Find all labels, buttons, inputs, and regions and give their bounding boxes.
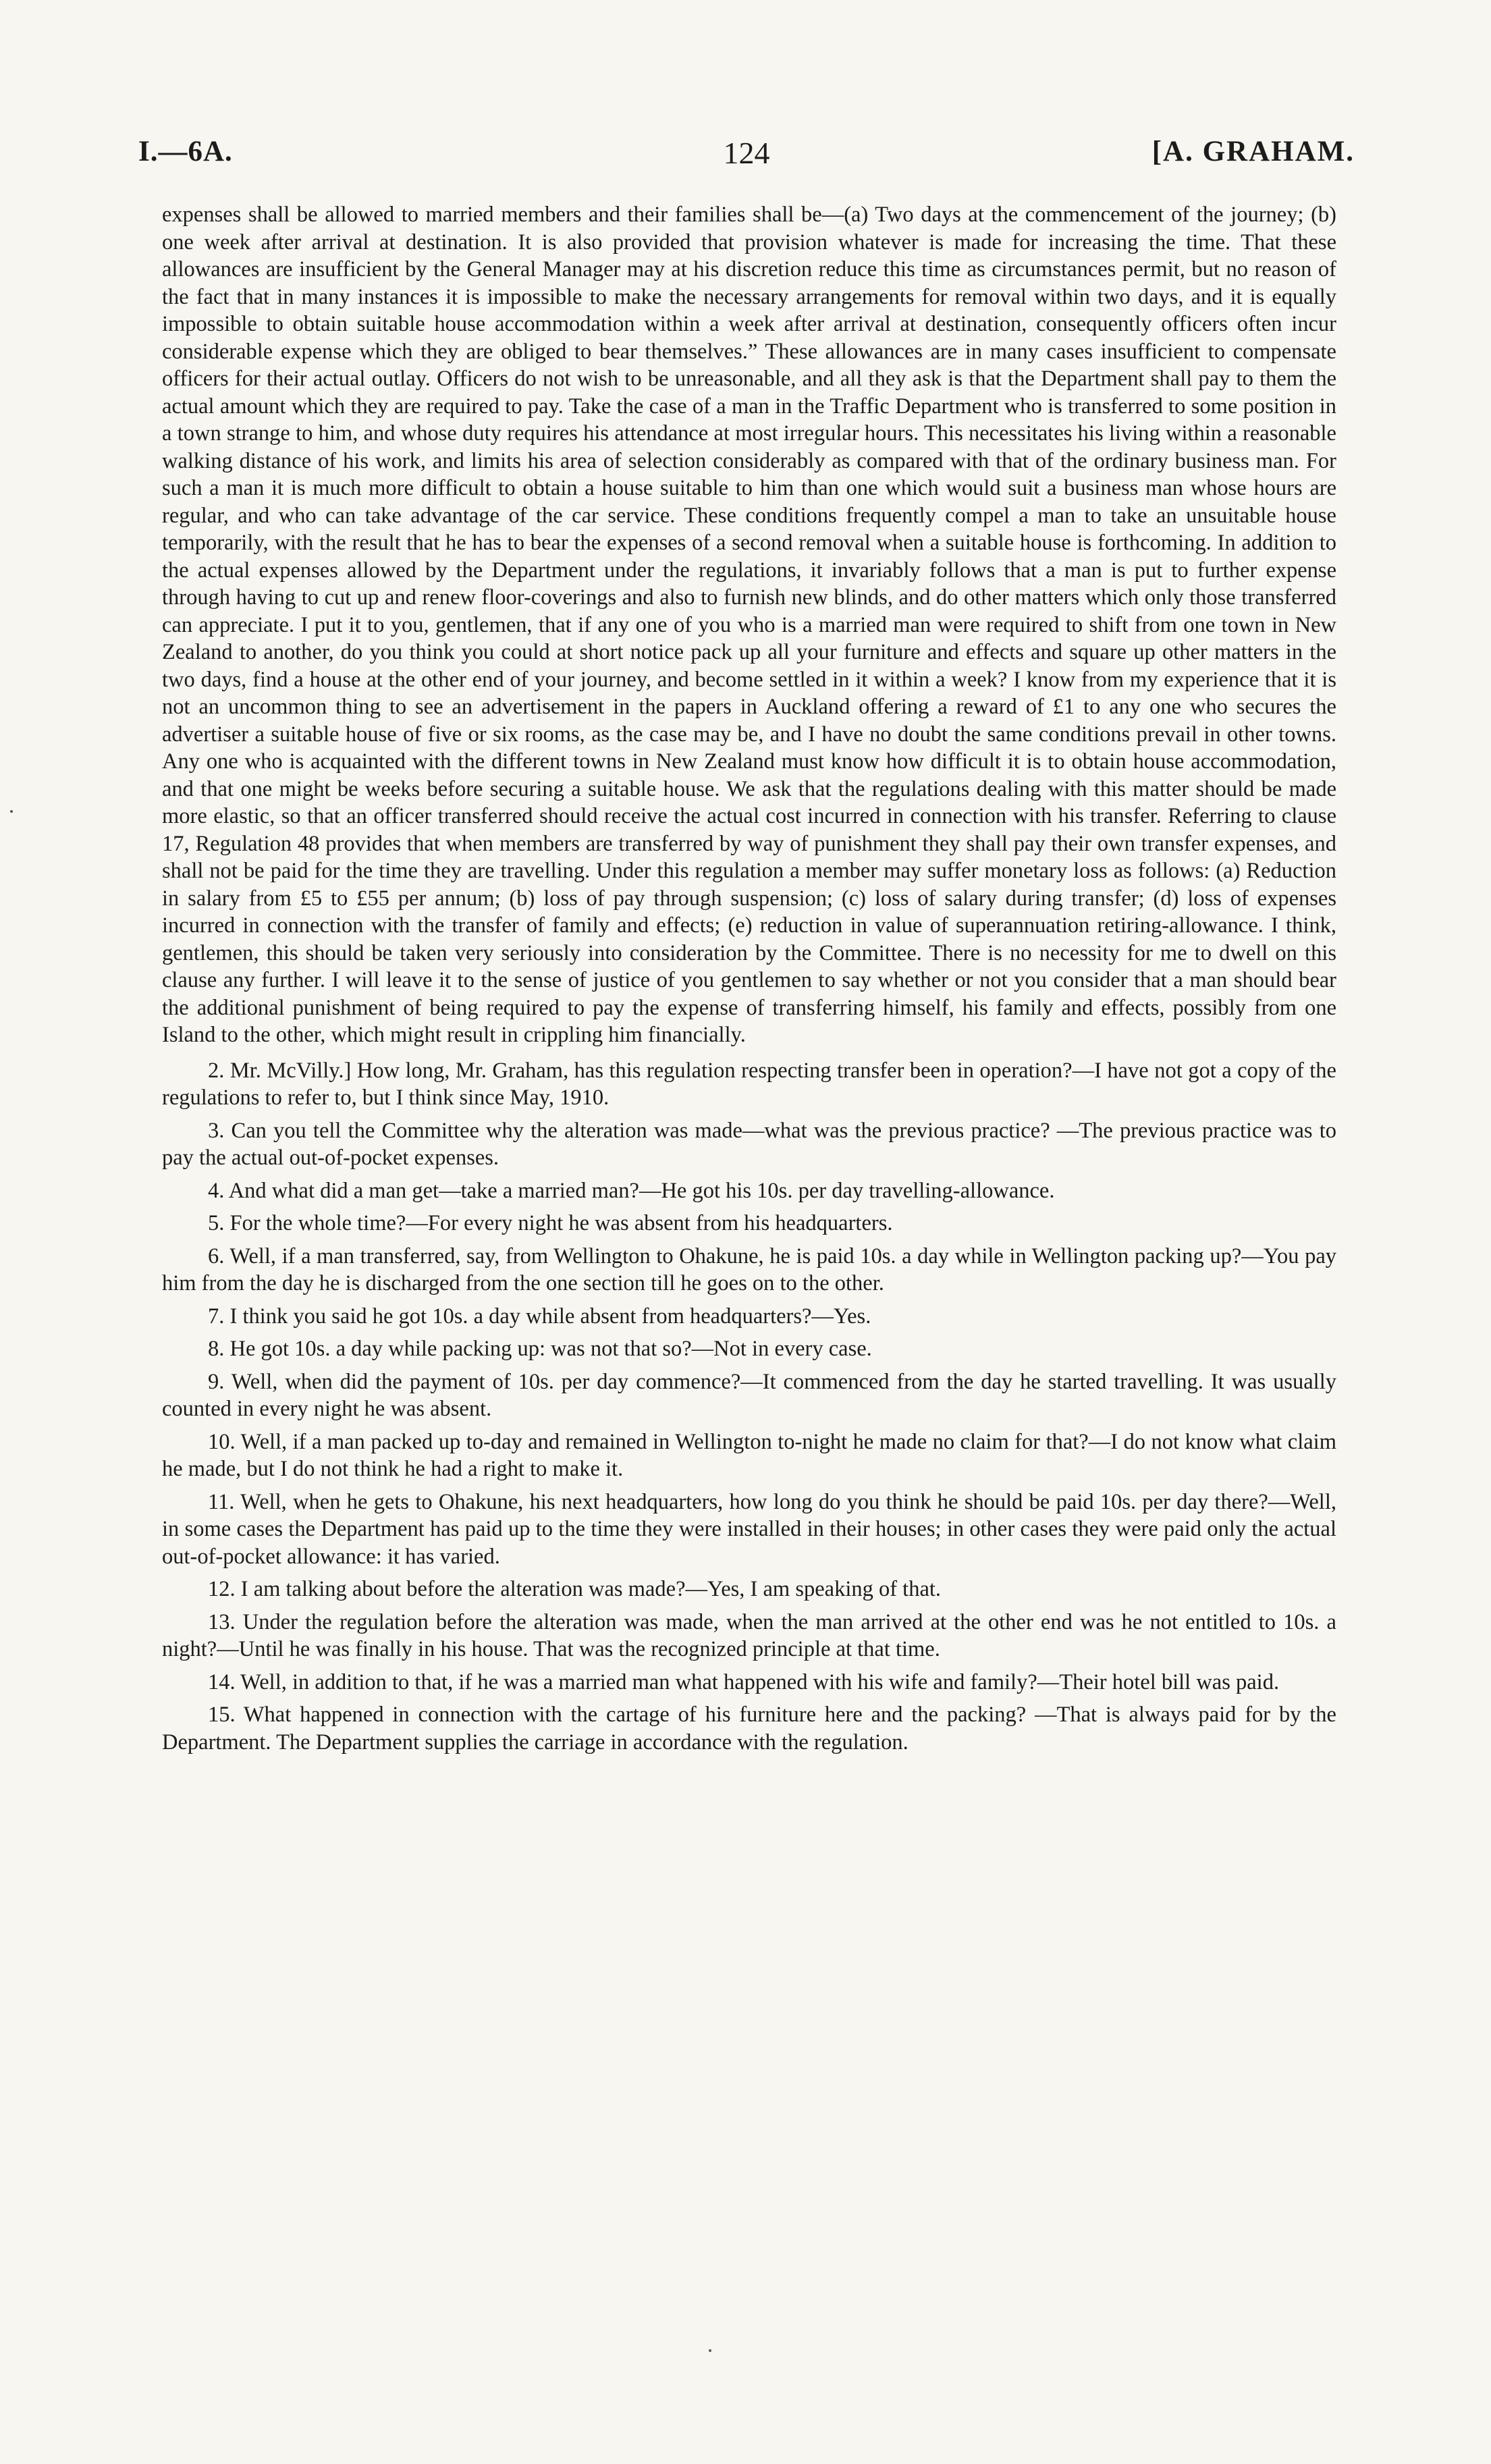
question-answer-8: 8. He got 10s. a day while packing up: was not that so?—Not in every case.: [208, 1337, 872, 1361]
question-answer-11: 11. Well, when he gets to Ohakune, his next headquarters, how long do you think he should be paid 10s. per day there?—Well, in some cases the Department has paid up to the time they were installed in their houses; in other cases they were paid only the actual out-of-pocket allowance: it has varied.: [162, 1489, 1336, 1569]
question-answer-4: 4. And what did a man get—take a married man?—He got his 10s. per day travelling-allowance.: [208, 1178, 1055, 1203]
testimony-paragraph: expenses shall be allowed to married members and their families shall be—(a) Two days at the commencement of the journey; (b) one week after arrival at destination. It is also provided that provision whatever is made for increasing the time. That these allowances are insufficient by the General Manager may at his discretion reduce this time as circumstances permit, but no reason of the fact that in many instances it is impossible to make the necessary arrangements for removal within two days, and it is equally impossible to obtain suitable house accommodation within a week after arrival at destination, consequently officers often incur considerable expense which they are obliged to bear themselves.” These allowances are in many cases insufficient to compensate officers for their actual outlay. Officers do not wish to be unreasonable, and all they ask is that the Department shall pay to them the actual amount which they are required to pay. Take the case of a man in the Traffic Department who is transferred to some position in a town strange to him, and whose duty requires his attendance at most irregular hours. This necessitates his living within a reasonable walking distance of his work, and limits his area of selection considerably as compared with that of the ordinary business man. For such a man it is much more difficult to obtain a house suitable to him than one which would suit a business man whose hours are regular, and who can take advantage of the car service. These conditions frequently compel a man to take an unsuitable house temporarily, with the result that he has to bear the expenses of a second removal when a suitable house is forthcoming. In addition to the actual expenses allowed by the Department under the regulations, it invariably follows that a man is put to further expense through having to cut up and renew floor-coverings and also to furnish new blinds, and do other matters which only those transferred can appreciate. I put it to you, gentlemen, that if any one of you who is a married man were required to shift from one town in New Zealand to another, do you think you could at short notice pack up all your furniture and effects and square up other matters in the two days, find a house at the other end of your journey, and become settled in it within a week? I know from my experience that it is not an uncommon thing to see an advertisement in the papers in Auckland offering a reward of £1 to any one who secures the advertiser a suitable house of five or six rooms, as the case may be, and I have no doubt the same conditions prevail in other towns. Any one who is acquainted with the different towns in New Zealand must know how difficult it is to obtain house accommodation, and that one might be weeks before securing a suitable house. We ask that the regulations dealing with this matter should be made more elastic, so that an officer transferred should receive the actual cost incurred in connection with his transfer. Referring to clause 17, Regulation 48 provides that when members are transferred by way of punishment they shall pay their own transfer expenses, and shall not be paid for the time they are travelling. Under this regulation a member may suffer monetary loss as follows: (a) Reduction in salary from £5 to £55 per annum; (b) loss of pay through suspension; (c) loss of salary during transfer; (d) loss of expenses incurred in connection with the transfer of family and effects; (e) reduction in value of superannuation retiring-allowance. I think, gentlemen, this should be taken very seriously into consideration by the Committee. There is no necessity for me to dwell on this clause any further. I will leave it to the sense of justice of you gentlemen to say whether or not you consider that a man should bear the additional punishment of being required to pay the expense of transferring himself, his family and effects, possibly from one Island to the other, which might result in crippling him financially.: [162, 203, 1336, 1047]
scan-speck: [10, 810, 13, 813]
question-answer-6: 6. Well, if a man transferred, say, from Wellington to Ohakune, he is paid 10s. a day while in Wellington packing up?—You pay him from the day he is discharged from the one section till he goes on to the other.: [162, 1243, 1336, 1295]
running-header: [138, 135, 1355, 182]
question-answer-7: 7. I think you said he got 10s. a day while absent from headquarters?—Yes.: [208, 1304, 871, 1329]
question-answer-15: 15. What happened in connection with the cartage of his furniture here and the packing? —That is always paid for by the Department. The Department supplies the carriage in accordance with the regulation.: [162, 1703, 1336, 1755]
question-answer-5: 5. For the whole time?—For every night he was absent from his headquarters.: [208, 1211, 893, 1235]
question-answer-14: 14. Well, in addition to that, if he was a married man what happened with his wife and family?—Their hotel bill was paid.: [208, 1669, 1280, 1694]
question-answer-3: 3. Can you tell the Committee why the alteration was made—what was the previous practice? —The previous practice was to pay the actual out-of-pocket expenses.: [162, 1118, 1336, 1170]
page-number: 124: [723, 136, 770, 170]
question-answer-10: 10. Well, if a man packed up to-day and remained in Wellington to-night he made no claim for that?—I do not know what claim he made, but I do not think he had a right to make it.: [162, 1429, 1336, 1481]
question-answer-12: 12. I am talking about before the alteration was made?—Yes, I am speaking of that.: [208, 1577, 942, 1601]
witness-name: [A. GRAHAM.: [1151, 136, 1355, 167]
question-answer-9: 9. Well, when did the payment of 10s. per day commence?—It commenced from the day he started travelling. It was usually counted in every night he was absent.: [162, 1369, 1336, 1421]
question-answer-2: 2. Mr. McVilly.] How long, Mr. Graham, has this regulation respecting transfer been in operation?—I have not got a copy of the regulations to refer to, but I think since May, 1910.: [162, 1058, 1336, 1110]
scan-speck: [709, 2349, 711, 2352]
page-body: [162, 201, 1336, 1756]
question-answer-13: 13. Under the regulation before the alteration was made, when the man arrived at the other end was he not entitled to 10s. a night?—Until he was finally in his house. That was the recognized principle at that time.: [162, 1609, 1336, 1661]
paper-reference: I.—6A.: [138, 136, 233, 167]
